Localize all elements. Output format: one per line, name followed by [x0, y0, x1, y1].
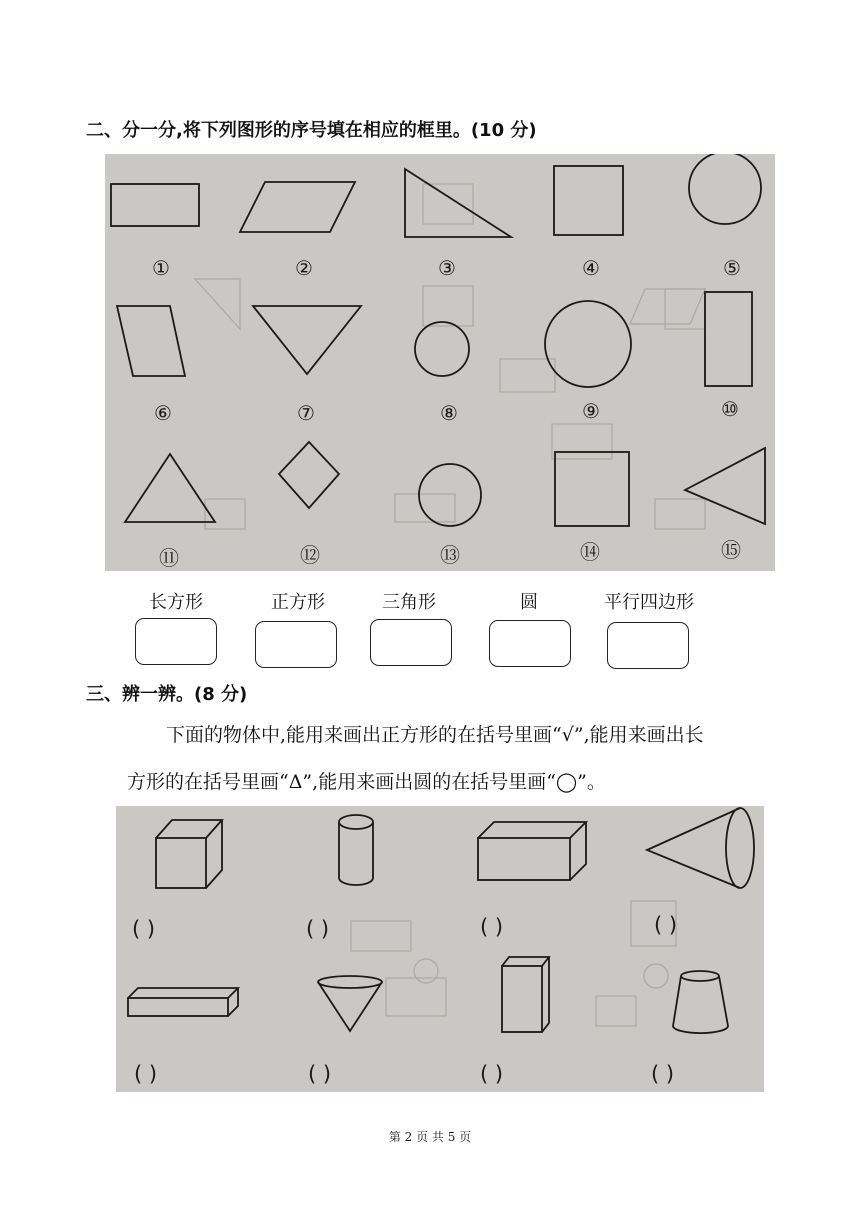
category-label-circle: 圆	[520, 592, 538, 613]
shape-number: ⑮	[721, 538, 741, 562]
shape-11-triangle-icon	[125, 454, 215, 522]
shape-number: ⑤	[723, 256, 741, 280]
instruction-line-1: 下面的物体中,能用来画出正方形的在括号里画“√”,能用来画出长	[166, 724, 704, 746]
answer-box-parallelogram[interactable]	[607, 622, 689, 669]
answer-box-square[interactable]	[255, 621, 337, 668]
shape-number: ⑧	[440, 401, 458, 425]
shape-2-parallelogram-icon	[240, 182, 355, 232]
frustum-icon	[673, 971, 728, 1033]
answer-box-circle[interactable]	[489, 620, 571, 667]
shape-number: ⑪	[159, 546, 179, 570]
shape-12-rhombus-icon	[279, 442, 339, 508]
cuboid-icon	[478, 822, 586, 880]
shape-8-circle-icon	[415, 322, 469, 376]
answer-paren[interactable]: ( )	[306, 917, 330, 941]
shape-15-triangle-icon	[685, 448, 765, 524]
shape-number: ⑦	[297, 401, 315, 425]
shape-number: ④	[582, 256, 600, 280]
answer-paren[interactable]: ( )	[132, 917, 156, 941]
shape-5-circle-icon	[689, 154, 761, 224]
shape-10-rectangle-icon	[705, 292, 752, 386]
shape-number: ⑩	[721, 397, 739, 421]
shape-14-square-icon	[555, 452, 629, 526]
box-icon	[502, 957, 549, 1032]
shape-6-parallelogram-icon	[117, 306, 185, 376]
shape-number: ③	[438, 256, 456, 280]
shape-13-circle-icon	[419, 464, 481, 526]
cone-icon	[647, 808, 754, 888]
category-label-parallelogram: 平行四边形	[604, 592, 694, 613]
shape-number: ⑫	[300, 543, 320, 567]
shape-number: ①	[152, 256, 170, 280]
section2-title: 二、分一分,将下列图形的序号填在相应的框里。(10 分)	[86, 120, 537, 141]
inverted-cone-icon	[318, 976, 382, 1031]
shape-1-rectangle-icon	[111, 184, 199, 226]
category-label-square: 正方形	[271, 592, 325, 613]
shape-9-circle-icon	[545, 301, 631, 387]
shape-3-right-triangle-icon	[405, 169, 511, 237]
section3-title: 三、辨一辨。(8 分)	[86, 684, 248, 705]
shapes-figure	[105, 154, 775, 571]
answer-box-triangle[interactable]	[370, 619, 452, 666]
long-cuboid-icon	[128, 988, 238, 1016]
shape-number: ⑭	[580, 540, 600, 564]
page-footer: 第 2 页 共 5 页	[388, 1130, 472, 1144]
shape-number: ②	[295, 256, 313, 280]
category-label-rectangle: 长方形	[149, 592, 203, 613]
answer-paren[interactable]: ( )	[480, 915, 504, 939]
category-label-triangle: 三角形	[382, 592, 436, 613]
ghost-print	[351, 901, 676, 1026]
shape-number: ⑥	[154, 401, 172, 425]
answer-paren[interactable]: ( )	[480, 1062, 504, 1086]
answer-box-rectangle[interactable]	[135, 618, 217, 665]
shapes-photo	[105, 154, 775, 571]
answer-paren[interactable]: ( )	[308, 1062, 332, 1086]
shape-number: ⑨	[582, 399, 600, 423]
answer-paren[interactable]: ( )	[651, 1062, 675, 1086]
objects-figure	[116, 806, 764, 1092]
cube-icon	[156, 820, 222, 888]
instruction-line-2: 方形的在括号里画“Δ”,能用来画出圆的在括号里画“◯”。	[127, 771, 606, 793]
answer-paren[interactable]: ( )	[134, 1062, 158, 1086]
objects-photo	[116, 806, 764, 1092]
shape-number: ⑬	[440, 543, 460, 567]
shape-7-inverted-triangle-icon	[253, 306, 361, 374]
shape-4-square-icon	[554, 166, 623, 235]
answer-paren[interactable]: ( )	[654, 913, 678, 937]
cylinder-icon	[339, 815, 373, 885]
